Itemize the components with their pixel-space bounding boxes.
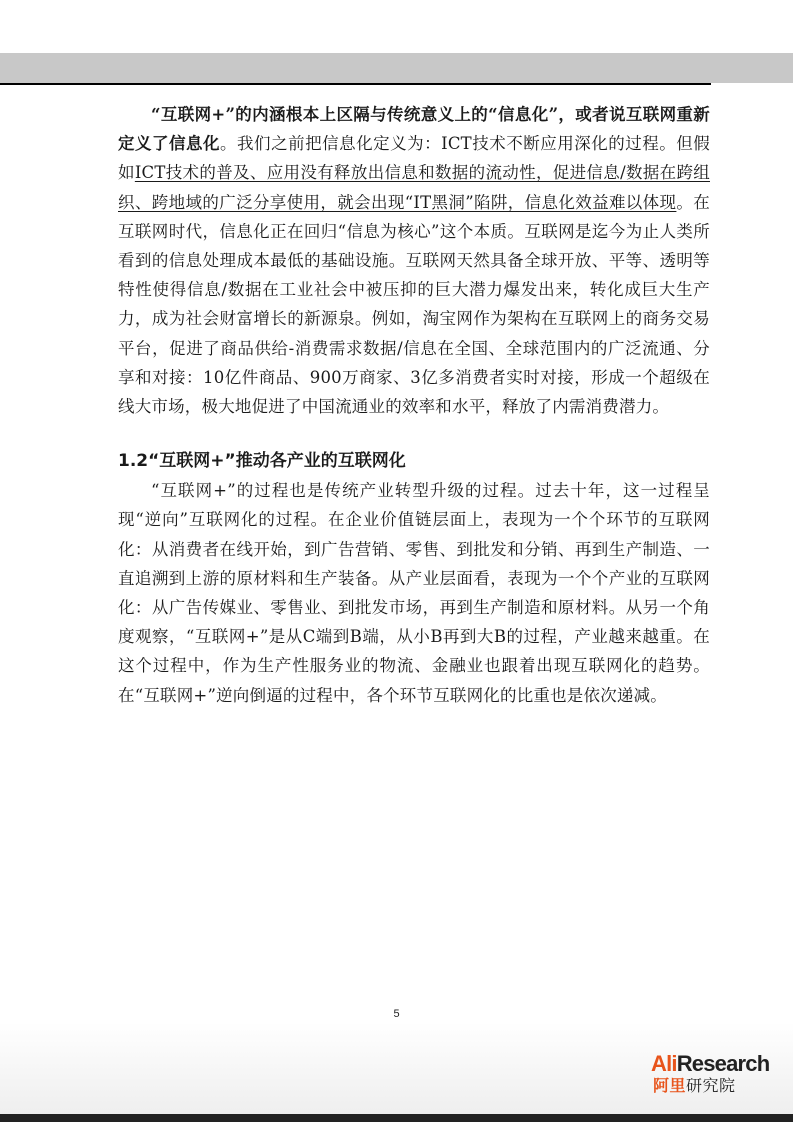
body-paragraph-2: “互联网+”的过程也是传统产业转型升级的过程。过去十年，这一过程呈现“逆向”互联网化的过程。在企业价值链层面上，表现为一个个环节的互联网化：从消费者在线开始，到广告营销、零售、到批发和分销、再到生产制造、一直追溯到上游的原材料和生产装备。从产业层面看，表现为一个个产业的互联网化：从广告传媒业、零售业、到批发市场，再到生产制造和原材料。从另一个角度观察，“互联网+”是从C端到B端，从小B再到大B的过程，产业越来越重。在这个过程中，作为生产性服务业的物流、金融业也跟着出现互联网化的趋势。在“互联网+”逆向倒逼的过程中，各个环节互联网化的比重也是依次递减。 [118,481,710,705]
document-body [118,100,710,710]
logo-cn-ali: 阿里 [653,1076,687,1095]
footer-bar [0,1114,793,1122]
underlined-text: ICT技术的普及、应用没有释放出信息和数据的流动性，促进信息/数据在跨组织、跨地域的广泛分享使用，就会出现“IT黑洞”陷阱，信息化效益难以体现 [118,163,710,212]
section-heading: 1.2“互联网+”推动各产业的互联网化 [118,451,406,472]
bold-lead-text: “互联网+”的内涵根本上区隔与传统意义上的“信息化”，或者说互联网重新定义了信息化 [118,105,710,154]
header-band [0,53,793,83]
logo-chinese [653,1076,791,1096]
logo-research: Research [676,1051,770,1076]
page-number: 5 [393,1008,400,1020]
paragraph-text: 。我们之前把信息化定义为：ICT技术不断应用深化的过程。但假如 [118,134,710,183]
header-rule [0,83,711,85]
aliresearch-logo [651,1052,791,1096]
logo-cn-rest: 研究院 [686,1076,736,1095]
logo-english [651,1052,791,1076]
body-paragraph-1 [118,100,710,421]
paragraph-text-continued: 。在互联网时代，信息化正在回归“信息为核心”这个本质。互联网是迄今为止人类所看到的信息处理成本最低的基础设施。互联网天然具备全球开放、平等、透明等特性使得信息/数据在工业社会中被压抑的巨大潜力爆发出来，转化成巨大生产力，成为社会财富增长的新源泉。例如，淘宝网作为架构在互联网上的商务交易平台，促进了商品供给-消费需求数据/信息在全国、全球范围内的广泛流通、分享和对接：10亿件商品、900万商家、3亿多消费者实时对接，形成一个超级在线大市场，极大地促进了中国流通业的效率和水平，释放了内需消费潜力。 [118,192,710,417]
logo-ali: Ali [651,1051,677,1076]
